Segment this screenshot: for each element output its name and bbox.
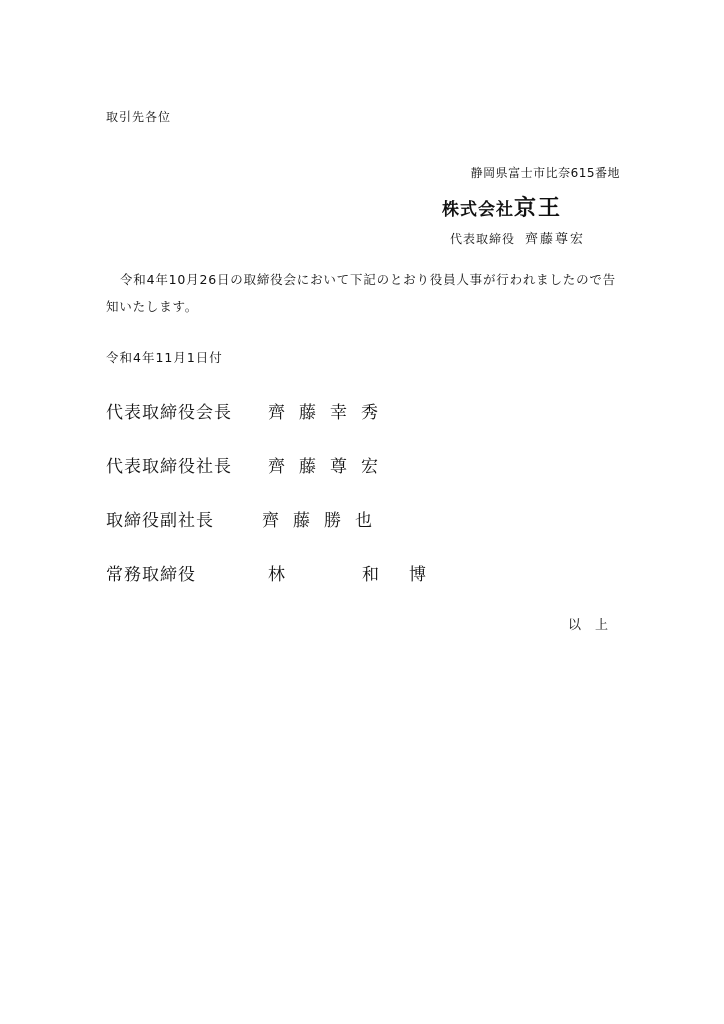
officer-title: 代表取締役会長 [106,403,232,423]
officer-name: 齊藤尊宏 [268,457,392,477]
representative [420,228,620,247]
sender-address: 静岡県富士市比奈615番地 [470,166,620,180]
officer-name: 林 和博 [268,565,456,585]
officer-name: 齊藤幸秀 [268,403,392,423]
body-text: 令和4年10月26日の取締役会において下記のとおり役員人事が行われましたので告知いたします。 [106,272,616,314]
officer-row [106,398,506,452]
officer-list [106,398,506,614]
company-prefix: 株式会社 [442,200,514,220]
officer-row [106,560,506,614]
officer-row [106,452,506,506]
company-brand-logo: 京王 [514,195,563,221]
rep-name: 齊藤尊宏 [525,232,586,247]
effective-date: 令和4年11月1日付 [106,350,223,365]
company-name [420,191,620,222]
officer-name: 齊藤勝也 [262,511,386,531]
officer-title: 常務取締役 [106,565,196,585]
closing-remark: 以上 [568,618,623,633]
officer-row [106,506,506,560]
sender-block [420,164,620,247]
rep-title: 代表取締役 [450,232,516,246]
officer-title: 代表取締役社長 [106,457,232,477]
addressee: 取引先各位 [106,110,172,124]
officer-title: 取締役副社長 [106,511,214,531]
